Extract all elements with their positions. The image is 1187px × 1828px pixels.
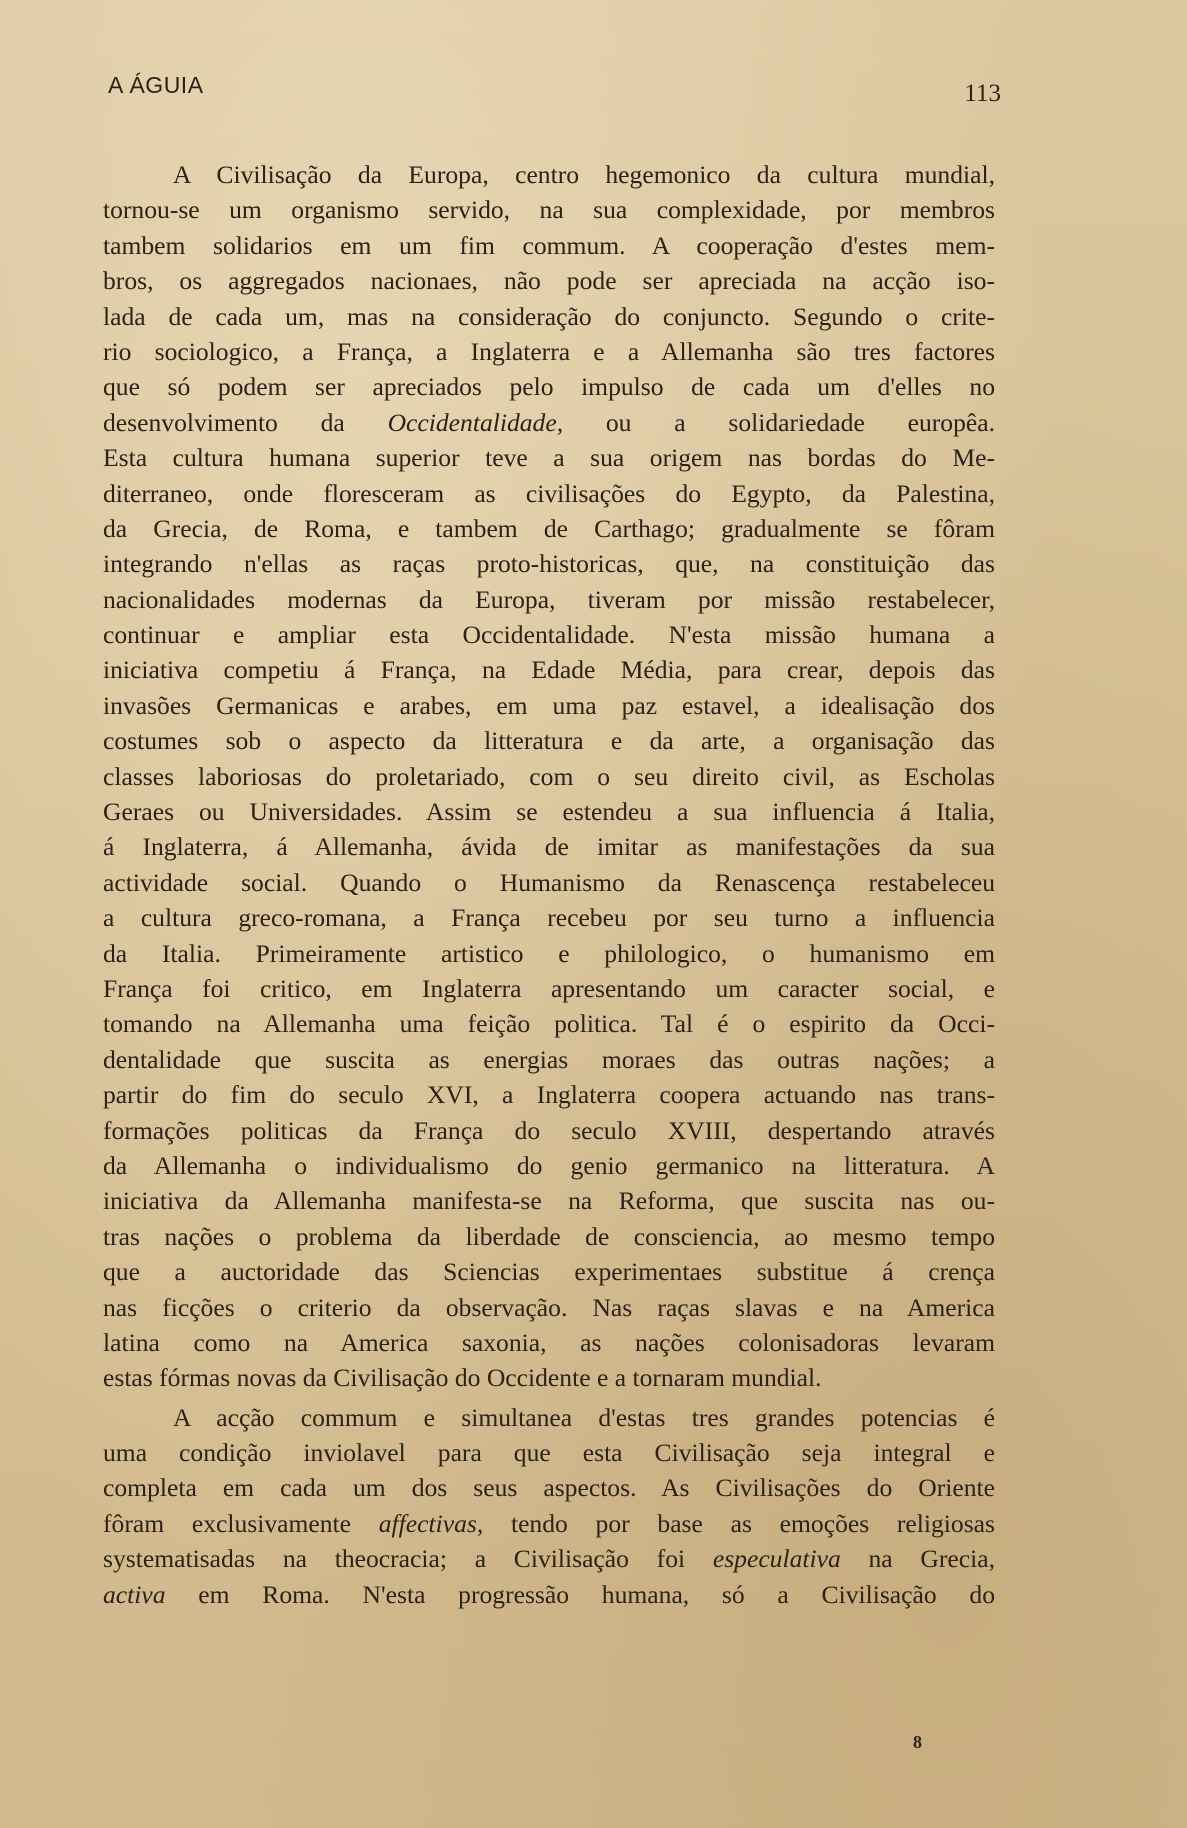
text-line: rio sociologico, a França, a Inglaterra e a Allemanha são tres factores [103, 336, 995, 366]
text-line: França foi critico, em Inglaterra apresentando um caracter social, e [103, 973, 995, 1003]
text-line: bros, os aggregados nacionaes, não pode ser apreciada na acção iso- [103, 266, 995, 296]
text-line: latina como na America saxonia, as nações colonisadoras levaram [103, 1327, 995, 1357]
text-run: desenvolvimento da [103, 407, 388, 437]
text-line: da Italia. Primeiramente artistico e philologico, o humanismo em [103, 938, 995, 968]
text-line: formações politicas da França do seculo XVIII, despertando através [103, 1115, 995, 1145]
italic-term: affectivas, [378, 1508, 484, 1538]
text-line: continuar e ampliar esta Occidentalidade. N'esta missão humana a [103, 620, 995, 650]
text-line: iniciativa da Allemanha manifesta-se na Reforma, que suscita nas ou- [103, 1186, 995, 1216]
text-line: nas ficções o criterio da observação. Nas raças slavas e na America [103, 1292, 995, 1322]
text-run: tendo por base as emoções religiosas [483, 1508, 995, 1538]
text-line: invasões Germanicas e arabes, em uma paz estavel, a idealisação dos [103, 690, 995, 720]
text-line [103, 405, 995, 440]
text-line: que a auctoridade das Sciencias experimentaes substitue á crença [103, 1257, 995, 1287]
text-line: tras nações o problema da liberdade de consciencia, ao mesmo tempo [103, 1221, 995, 1251]
text-line [103, 1506, 995, 1541]
italic-term: especulativa [712, 1544, 841, 1574]
text-line: iniciativa competiu á França, na Edade Média, para crear, depois das [103, 655, 995, 685]
text-line: lada de cada um, mas na consideração do conjuncto. Segundo o crite- [103, 301, 995, 331]
text-line: dentalidade que suscita as energias moraes das outras nações; a [103, 1044, 995, 1074]
text-line: a cultura greco-romana, a França recebeu por seu turno a influencia [103, 903, 995, 933]
signature-mark: 8 [913, 1732, 922, 1752]
body-text [103, 157, 995, 1612]
text-line: Geraes ou Universidades. Assim se estendeu a sua influencia á Italia, [103, 797, 995, 827]
running-title: A ÁGUIA [108, 72, 204, 98]
page-number: 113 [964, 80, 1001, 107]
text-line: tornou-se um organismo servido, na sua complexidade, por membros [103, 195, 995, 225]
text-line: completa em cada um dos seus aspectos. As Civilisações do Oriente [103, 1473, 995, 1503]
text-run: na Grecia, [840, 1544, 995, 1574]
italic-term: Occidentalidade, [387, 407, 564, 437]
text-line: da Grecia, de Roma, e tambem de Carthago; gradualmente se fôram [103, 513, 995, 543]
text-line: integrando n'ellas as raças proto-historicas, que, na constituição das [103, 549, 995, 579]
text-line: á Inglaterra, á Allemanha, ávida de imitar as manifestações da sua [103, 832, 995, 862]
text-line: A acção commum e simultanea d'estas tres grandes potencias é [173, 1402, 995, 1432]
text-line: Esta cultura humana superior teve a sua origem nas bordas do Me- [103, 443, 995, 473]
text-line: diterraneo, onde floresceram as civilisações do Egypto, da Palestina, [103, 478, 995, 508]
text-line: nacionalidades modernas da Europa, tiveram por missão restabelecer, [103, 584, 995, 614]
text-line: A Civilisação da Europa, centro hegemonico da cultura mundial, [173, 160, 995, 189]
text-line: tambem solidarios em um fim commum. A cooperação d'estes mem- [103, 230, 995, 260]
text-line [103, 1577, 995, 1612]
text-line [103, 1541, 995, 1576]
text-line: uma condição inviolavel para que esta Civilisação seja integral e [103, 1438, 995, 1468]
text-run: ou a solidariedade europêa. [563, 407, 995, 437]
italic-term: activa [103, 1579, 166, 1609]
text-line: da Allemanha o individualismo do genio germanico na litteratura. A [103, 1150, 995, 1180]
text-run: fôram exclusivamente [103, 1508, 379, 1538]
text-line: que só podem ser apreciados pelo impulso de cada um d'elles no [103, 372, 995, 402]
text-line: estas fórmas novas da Civilisação do Occidente e a tornaram mundial. [103, 1363, 822, 1393]
text-line: partir do fim do seculo XVI, a Inglaterra coopera actuando nas trans- [103, 1080, 995, 1110]
text-line: costumes sob o aspecto da litteratura e da arte, a organisação das [103, 726, 995, 756]
text-line: actividade social. Quando o Humanismo da Renascença restabeleceu [103, 867, 995, 897]
text-line: classes laboriosas do proletariado, com o seu direito civil, as Escholas [103, 761, 995, 791]
text-run: em Roma. N'esta progressão humana, só a Civilisação do [165, 1579, 995, 1609]
text-run: systematisadas na theocracia; a Civilisação foi [103, 1544, 713, 1574]
text-line: tomando na Allemanha uma feição politica. Tal é o espirito da Occi- [103, 1009, 995, 1039]
